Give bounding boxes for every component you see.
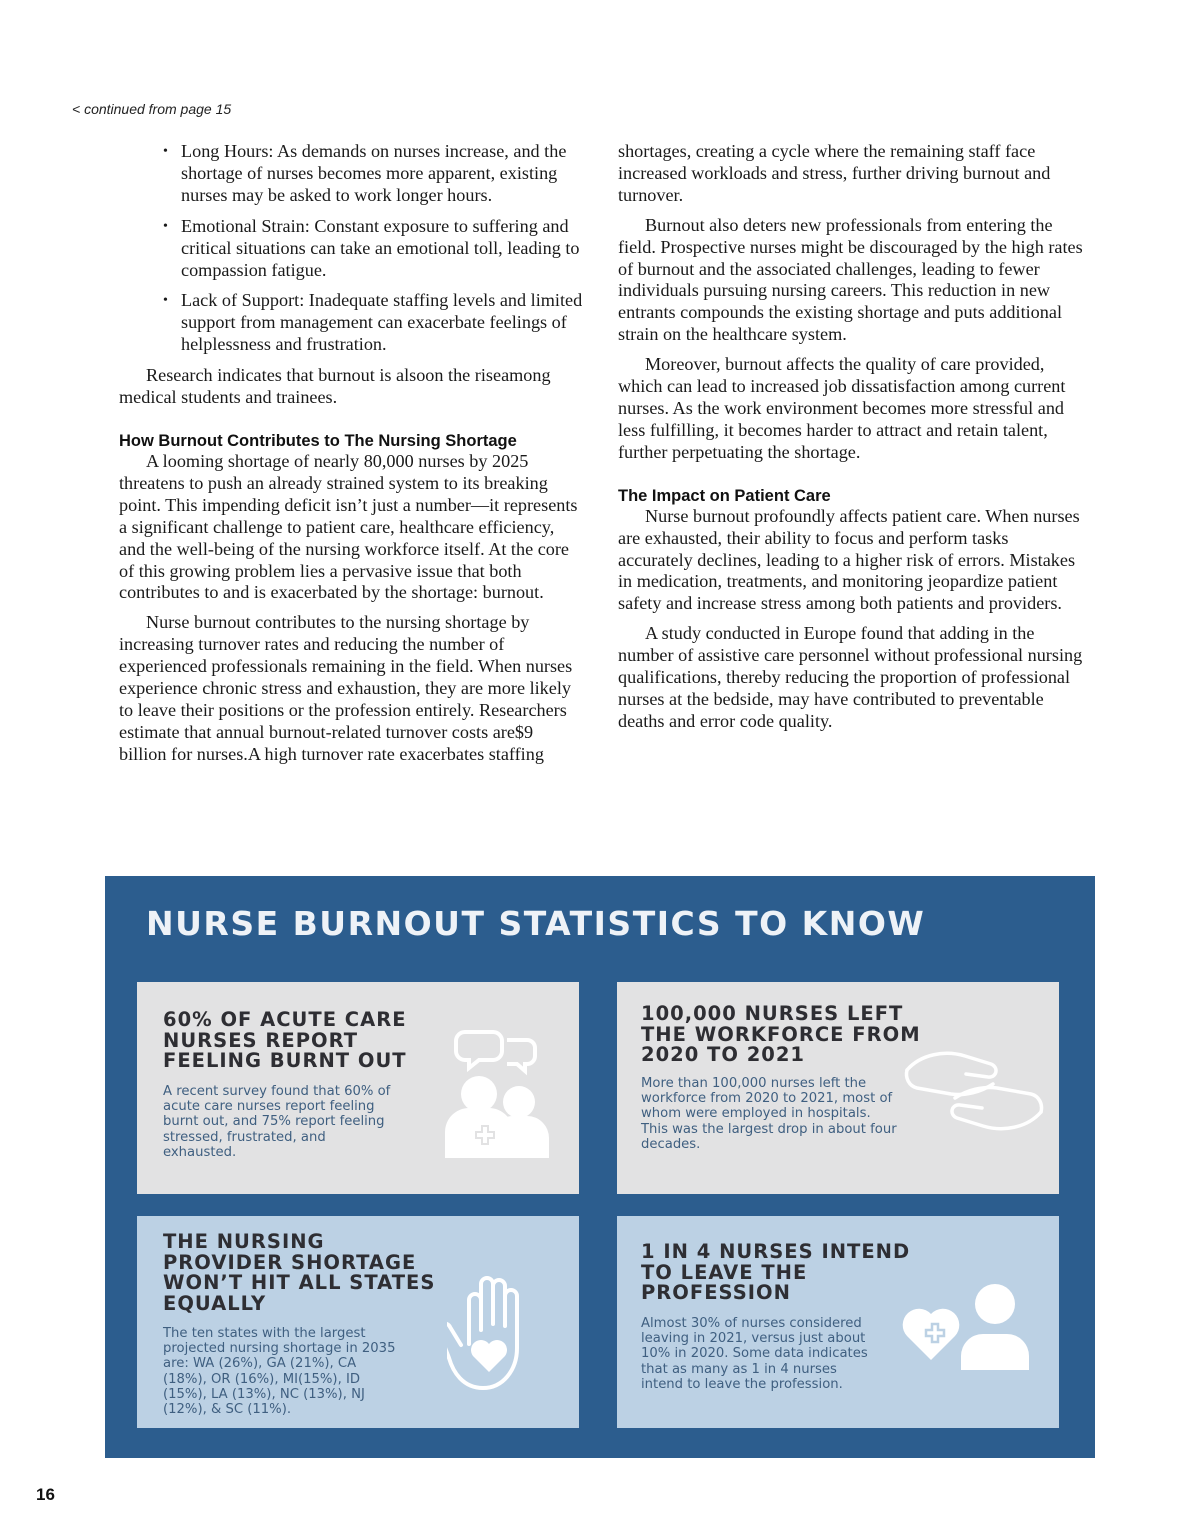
body-paragraph: shortages, creating a cycle where the remaining staff face increased workloads and stress, further driving burnout and turnover. [618,141,1051,205]
card-heading: THE NURSING PROVIDER SHORTAGE WON’T HIT ALL STATES EQUALLY [163,1230,436,1315]
body-paragraph: Burnout also deters new professionals from entering the field. Prospective nurses might be discouraged by the high rates of burnout and the associated challenges, leading to fewer individuals pursuing nursing careers. This reduction in new entrants compounds the existing shortage and puts additional strain on the healthcare system. [618,214,1083,345]
right-column [618,141,1083,741]
section-heading-patient-care: The Impact on Patient Care [618,486,831,505]
card-body: The ten states with the largest projected nursing shortage in 2035 are: WA (26%), GA (21%), CA (18%), OR (16%), MI(15%), ID (15%), LA (13%), NC (13%), NJ (12%), & SC (11%). [163,1326,396,1418]
infographic-title: NURSE BURNOUT STATISTICS TO KNOW [146,904,926,943]
list-item: • Emotional Strain: Constant exposure to suffering and critical situations can take an emotional toll, leading to compassion fatigue. [163,215,580,280]
stat-card-left-workforce [617,982,1059,1194]
bullet-icon: • [163,218,168,234]
bullet-icon: • [163,144,168,159]
caring-hands-icon [899,1040,1049,1150]
body-paragraph: Moreover, burnout affects the quality of care provided, which can lead to increased job dissatisfaction among current nurses. As the work environment becomes more stressful and less fulfilling, it becomes harder to attract and retain talent, further perpetuating the shortage. [618,354,1066,462]
card-heading: 60% OF ACUTE CARE NURSES REPORT FEELING BURNT OUT [163,1008,407,1072]
bullet-icon: • [163,293,168,309]
list-item: • Lack of Support: Inadequate staffing levels and limited support from management can exacerbate feelings of helplessness and frustration. [163,290,583,355]
burnout-infographic [105,876,1095,1458]
stat-card-intend-to-leave [617,1216,1059,1428]
left-column [119,141,584,774]
nurses-speech-icon [437,1018,567,1158]
card-body: More than 100,000 nurses left the workforce from 2020 to 2021, most of whom were employed in hospitals. This was the largest drop in about four decades. [641,1076,897,1152]
card-heading: 1 IN 4 NURSES INTEND TO LEAVE THE PROFESSION [641,1240,911,1304]
body-paragraph: A study conducted in Europe found that adding in the number of assistive care personnel without professional nursing qualifications, thereby reducing the proportion of professional nurses at the bedside, may have contributed to preventable deaths and error code quality. [618,623,1083,731]
research-paragraph: Research indicates that burnout is alsoon the riseamong medical students and trainees. [119,365,551,408]
hand-heart-icon [447,1274,547,1404]
body-paragraph: Nurse burnout contributes to the nursing shortage by increasing turnover rates and reducing the number of experienced professionals remaining in the field. When nurses experience chronic stress and exhaustion, they are more likely to leave their positions or the profession entirely. Researchers estimate that annual burnout-related turnover costs are$9 billion for nurses.A high turnover rate exacerbates staffing [119,612,573,764]
card-body: A recent survey found that 60% of acute care nurses report feeling burnt out, and 75% report feeling stressed, frustrated, and exhausted. [163,1084,391,1160]
burnout-causes-list [119,141,584,356]
page-number: 16 [36,1485,55,1504]
continued-from-note: < continued from page 15 [72,101,232,117]
body-paragraph: Nurse burnout profoundly affects patient care. When nurses are exhausted, their ability to focus and perform tasks accurately declines, leading to a higher risk of errors. Mistakes in medication, treatments, and monitoring jeopardize patient safety and increase stress among both patients and providers. [618,505,1080,614]
list-item: • Long Hours: As demands on nurses increase, and the shortage of nurses becomes more apparent, existing nurses may be asked to work longer hours. [163,141,567,205]
heart-person-icon [901,1278,1031,1378]
body-paragraph: A looming shortage of nearly 80,000 nurses by 2025 threatens to push an already strained system to its breaking point. This impending deficit isn’t just a number—it represents a significant challenge to patient care, healthcare efficiency, and the well-being of the nursing workforce itself. At the core of this growing problem lies a pervasive issue that both contributes to and is exacerbated by the shortage: burnout. [119,450,578,603]
stat-card-burnt-out [137,982,579,1194]
stat-card-states [137,1216,579,1428]
card-heading: 100,000 NURSES LEFT THE WORKFORCE FROM 2020 TO 2021 [641,1002,921,1066]
card-body: Almost 30% of nurses considered leaving in 2021, versus just about 10% in 2020. Some data indicates that as many as 1 in 4 nurses intend to leave the profession. [641,1316,868,1392]
section-heading-shortage: How Burnout Contributes to The Nursing Shortage [119,431,517,450]
